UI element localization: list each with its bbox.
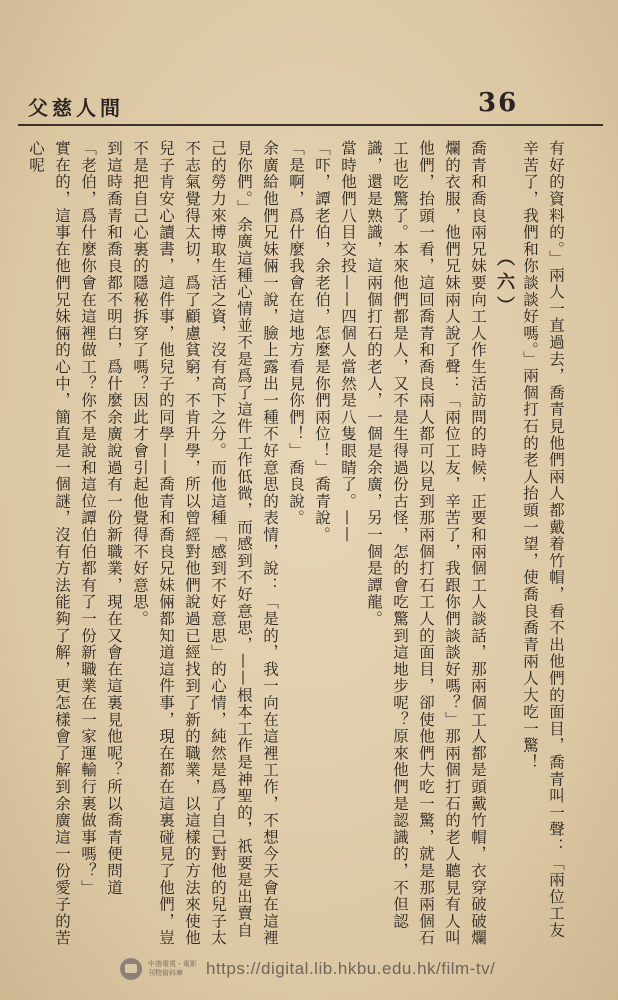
text-line: 「是啊，爲什麼我會在這地方看見你們！」喬良說。: [287, 140, 305, 527]
running-title: 父慈人間: [28, 96, 124, 120]
watermark-org-line1: 中港電視・電影: [148, 960, 197, 968]
library-watermark: [120, 955, 600, 983]
watermark-org-line2: 刊物資料庫: [148, 969, 183, 977]
library-logo-icon: [120, 958, 142, 980]
watermark-url: https://digital.lib.hkbu.edu.hk/film-tv/: [206, 959, 496, 978]
text-line: 「老伯，爲什麼你會在這裡做工？你不是說和這位譚伯伯都有了一份新職業在一家運輸行裏做事嗎？」: [79, 140, 97, 896]
vertical-body-text: [14, 140, 569, 950]
text-line: 「吓，譚老伯，余老伯，怎麼是你們兩位！」喬青說。: [313, 140, 331, 544]
text-line: 余廣給他們兄妹倆一說，臉上露出一種不好意思的表情，說：「是的，我一向在這裡工作，不想今天會在這裡見你們。」余廣這種心情並不是爲了這件工作低微，而感到不好意思，——根本工作是神聖的，祇要是出賣自己的勞力來博取生活之資，沒有高下之分。而他這種「感到不好意思」的心情，純然是爲了自己對他的兒子太不志氣覺得太切，爲了顧慮貧窮，不肯升學，所以曾經對他們說過已經找到了新的職業，以這樣的方法來使他兒子肯安心讀書，這件事，他兒子的同學——喬青和喬良兄妹倆都知道這件事，現在都在這裏碰見了他們，豈不是把自己心裏的隱秘拆穿了嗎？因此才會引起他覺得不好意思。: [131, 140, 279, 947]
section-heading: （六）: [494, 248, 515, 320]
text-line: 喬青和喬良兩兄妹要向工人作生活訪問的時候，正要和兩個工人談話，那兩個工人都是頭戴竹帽，衣穿破破爛爛的衣服，他們兄妹兩人說了聲：「兩位工友，辛苦了，我跟你們談談好嗎？」那兩個打石的老人聽見有人叫他們，抬頭一看，這回喬青和喬良兩人都可以見到那兩個打石工人的面目，卻使他們大吃一驚，就是那兩個石工也吃驚了。本來他們都是人，又不是生得過份古怪，怎的會吃驚到這地步呢？原來他們是認識的，不但認識，還是熟識，這兩個打石的老人，一個是余廣，另一個是譚龍。: [365, 140, 487, 947]
watermark-org: [148, 960, 200, 978]
header-rule: [18, 124, 603, 126]
text-line: 有好的資料的。」兩人一直過去，喬青見他們兩人都戴着竹帽，看不出他們的面目，喬青叫一聲：「兩位工友辛苦了，我們和你談談好嗎。」兩個打石的老人抬頭一望，使喬良喬青兩人大吃一驚！: [521, 140, 565, 939]
text-line: 當時他們八目交投——四個人當然是八隻眼睛了。——: [339, 140, 357, 544]
text-line: 實在的，這事在他們兄妹倆的心中，簡直是一個謎，沒有方法能夠了解，更怎樣會了解到余廣這一份愛子的苦心呢: [27, 140, 71, 947]
text-line: 到這時喬青和喬良都不明白，爲什麼余廣說過有一份新職業，現在又會在這裏見他呢？所以喬青便問道: [105, 140, 123, 896]
page-number: 36: [478, 88, 519, 118]
